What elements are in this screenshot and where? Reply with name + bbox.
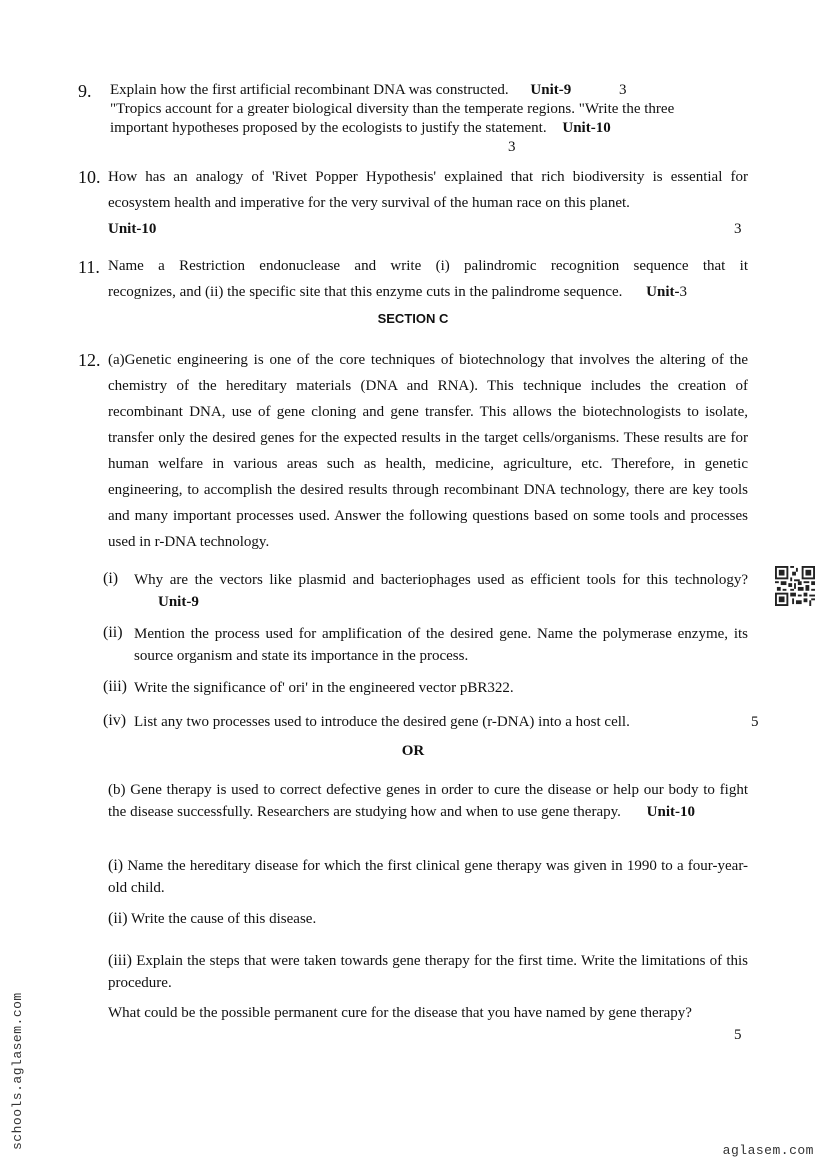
- marks: 5: [734, 1027, 742, 1043]
- question-text: Name a Restriction endonuclease and write (i) palindromic recognition sequence that it: [108, 258, 748, 274]
- unit-label: Unit-10: [108, 221, 157, 237]
- or-divider: OR: [401, 743, 425, 759]
- question-text: recognizes, and (ii) the specific site that this enzyme cuts in the palindrome sequence. Unit-3: [108, 284, 687, 300]
- unit-label: Unit-9: [530, 82, 572, 98]
- sub-question-text: List any two processes used to introduce the desired gene (r-DNA) into a host cell.: [134, 714, 630, 730]
- unit-label: Unit-10: [646, 804, 695, 820]
- question-text: important hypotheses proposed by the ecologists to justify the statement. Unit-10: [110, 120, 611, 136]
- unit-label: Unit-10: [562, 120, 611, 136]
- sub-question-label: (ii): [103, 624, 123, 641]
- question-text: Explain how the first artificial recombinant DNA was constructed. Unit-9 3: [110, 82, 627, 98]
- question-text: How has an analogy of 'Rivet Popper Hypothesis' explained that rich biodiversity is essential for ecosystem health and imperative for the very survival of the human race on this planet.: [108, 169, 748, 211]
- question-number: 11.: [78, 257, 100, 277]
- section-heading: SECTION C: [377, 311, 449, 326]
- sub-question-label: (iii): [103, 678, 127, 695]
- question-intro-b: (b) Gene therapy is used to correct defective genes in order to cure the disease or help our body to fight the disease successfully. Researchers are studying how and when to use gene therapy. Unit-10: [108, 782, 748, 820]
- sub-question-label: (iv): [103, 712, 127, 729]
- footer-watermark: aglasem.com: [722, 1143, 814, 1158]
- sub-question-text: Why are the vectors like plasmid and bacteriophages used as efficient tools for this technology? Unit-9: [134, 572, 748, 610]
- sub-question: [108, 950, 748, 994]
- side-watermark: schools.aglasem.com: [10, 992, 25, 1150]
- question-number: 12.: [78, 350, 101, 370]
- question-number: 10.: [78, 167, 101, 187]
- marks: 3: [734, 221, 742, 237]
- sub-question-text: Write the significance of' ori' in the engineered vector pBR322.: [134, 680, 514, 696]
- question-text: "Tropics account for a greater biological diversity than the temperate regions. "Write the three: [110, 101, 675, 117]
- unit-label: Unit-: [646, 284, 680, 300]
- sub-question-text: Mention the process used for amplification of the desired gene. Name the polymerase enzyme, its source organism and state its importance in the process.: [134, 626, 748, 664]
- sub-question: [108, 908, 748, 930]
- sub-question-text: Name the hereditary disease for which the first clinical gene therapy was given in 1990 to a four-year-old child.: [108, 858, 749, 896]
- sub-question: [108, 855, 748, 899]
- marks: 3: [508, 139, 516, 155]
- sub-question-label: (i): [103, 570, 119, 587]
- qr-code-icon: [775, 566, 815, 606]
- unit-label: Unit-9: [158, 594, 199, 610]
- marks: 3: [618, 82, 627, 98]
- sub-question-label: (i): [108, 857, 124, 874]
- sub-question-text: Explain the steps that were taken towards gene therapy for the first time. Write the limitations of this procedure.: [108, 953, 748, 991]
- final-question: What could be the possible permanent cure for the disease that you have named by gene therapy?: [108, 1005, 692, 1021]
- marks: 5: [751, 714, 759, 730]
- sub-question-text: Write the cause of this disease.: [131, 911, 317, 927]
- marks: 3: [679, 284, 687, 300]
- sub-question-label: (ii): [108, 910, 128, 927]
- question-intro: (a)Genetic engineering is one of the core techniques of biotechnology that involves the altering of the chemistry of the hereditary materials (DNA and RNA). This technique includes the creation of recombinant DNA, use of gene cloning and gene transfer. This allows the biotechnologists to isolate, transfer only the desired genes for the expected results in the target cells/organisms. These results are for human welfare in various areas such as health, medicine, agriculture, etc. Therefore, in genetic engineering, to accomplish the desired results through recombinant DNA technology, there are key tools and many important processes used. Answer the following questions based on some tools and processes used in r-DNA technology.: [108, 352, 748, 550]
- sub-question-label: (iii): [108, 952, 132, 969]
- question-number: 9.: [78, 81, 92, 101]
